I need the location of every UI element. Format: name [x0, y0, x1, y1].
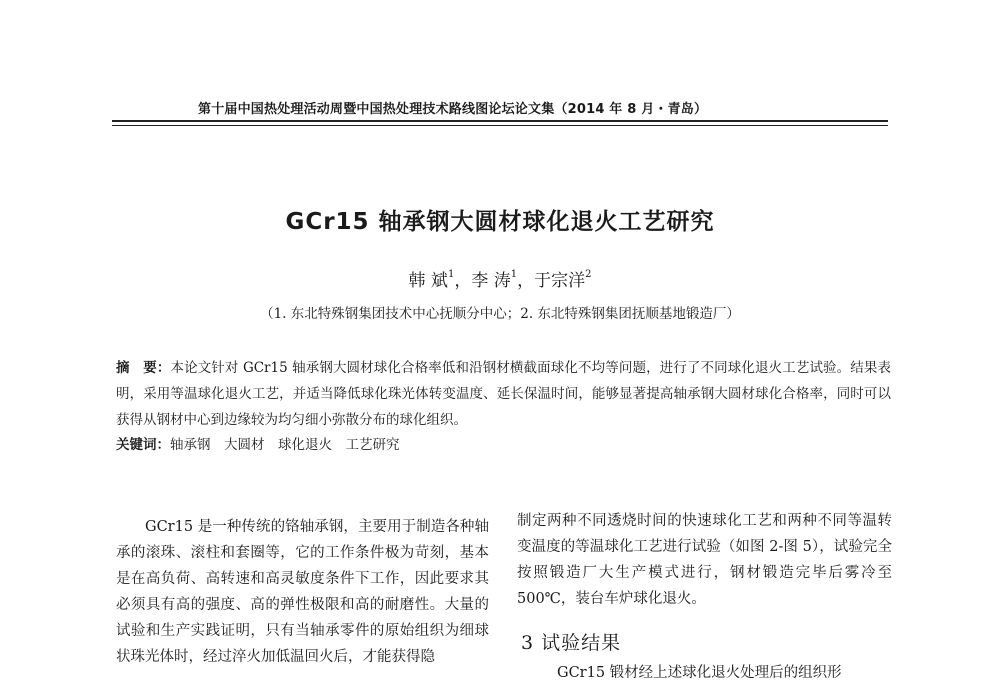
body-column-left: GCr15 是一种传统的铬轴承钢，主要用于制造各种轴承的滚珠、滚柱和套圈等，它的工作条件极为苛刻，基本是在高负荷、高转速和高灵敏度条件下工作，因此要求其必须具有高的强度、高的弹性极限和高的耐磨性。大量的试验和生产实践证明，只有当轴承零件的原始组织为细球状珠光体时，经过淬火加低温回火后，才能获得隐: [116, 519, 489, 665]
abstract: [116, 355, 891, 433]
author-name: 韩 斌: [408, 271, 448, 291]
running-header: 第十届中国热处理活动周暨中国热处理技术路线图论坛论文集（2014 年 8 月・青岛）: [198, 102, 708, 117]
author-name: 李 涛: [471, 271, 511, 291]
header-rule-thick: [112, 120, 888, 122]
author-separator: ，: [454, 271, 472, 291]
abstract-text: 本论文针对 GCr15 轴承钢大圆材球化合格率低和沿钢材横截面球化不均等问题，进行了不同球化退火工艺试验。结果表明，采用等温球化退火工艺，并适当降低球化珠光体转变温度、延长保温时间，能够显著提高轴承钢大圆材球化合格率，同时可以获得从钢材中心到边缘较为均匀细小弥散分布的球化组织。: [116, 360, 892, 428]
author-affiliation-mark: 1: [510, 269, 518, 281]
body-column-right: 制定两种不同透烧时间的快速球化工艺和两种不同等温转变温度的等温球化工艺进行试验（如图 2-图 5），试验完全按照锻造厂大生产模式进行，钢材锻造完毕后雾冷至 500℃，装台车炉球化退火。: [517, 513, 892, 607]
abstract-label: 摘 要：: [116, 360, 171, 376]
author-list: [0, 266, 1000, 291]
paper-title: GCr15 轴承钢大圆材球化退火工艺研究: [285, 209, 715, 235]
author-name: 于宗洋: [534, 271, 586, 291]
author-affiliation-mark: 2: [585, 269, 592, 281]
section-body-text: GCr15 锻材经上述球化退火处理后的组织形: [557, 665, 842, 681]
section-heading: 3 试验结果: [521, 632, 622, 654]
author-affiliation-mark: 1: [447, 269, 455, 281]
author-separator: ，: [517, 271, 535, 291]
header-rule-thin: [112, 125, 888, 126]
keywords-label: 关键词：: [116, 437, 170, 453]
keywords-text: 轴承钢 大圆材 球化退火 工艺研究: [170, 437, 400, 453]
affiliation-line: （1. 东北特殊钢集团技术中心抚顺分中心；2. 东北特殊钢集团抚顺基地锻造厂）: [260, 306, 740, 322]
keywords: [116, 433, 400, 453]
